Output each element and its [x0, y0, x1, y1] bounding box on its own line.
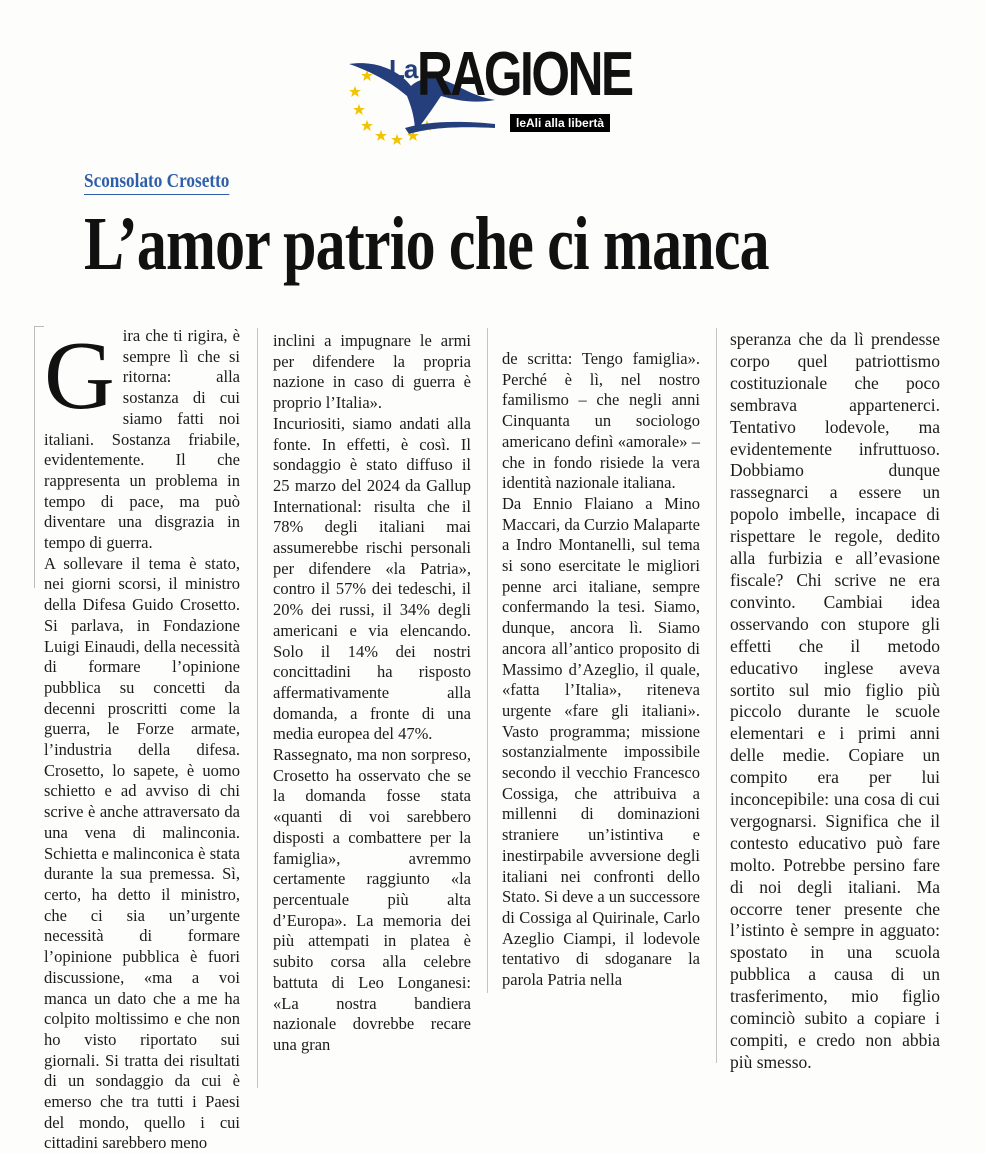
paragraph: inclini a impugnare le armi per difendere la propria nazione in caso di guerra è proprio l’Italia». — [273, 331, 471, 413]
star — [391, 134, 403, 145]
article-column-1 — [44, 322, 240, 1154]
paragraph: Da Ennio Flaiano a Mino Maccari, da Curzio Malaparte a Indro Montanelli, sul tema si sono esercitate le migliori penne arci italiane, sempre confermando la tesi. Siamo, dunque, ancora lì. Siamo ancora all’antico proposito di Massimo d’Azeglio, il quale, «fatta l’Italia», riteneva urgente «fare gli italiani». Vasto programma; missione sostanzialmente impossibile secondo il vecchio Francesco Cossiga, che attribuiva a millenni di dominazioni straniere un’istintiva e inestirpabile avversione degli italiani nei confronti dello Stato. Si deve a un successore di Cossiga al Quirinale, Carlo Azeglio Ciampi, il lodevole tentativo di sdoganare la parola Patria nella — [502, 493, 700, 990]
masthead — [345, 40, 635, 148]
star — [375, 130, 387, 141]
paragraph: Incuriositi, siamo andati alla fonte. In effetti, è così. Il sondaggio è stato diffuso il 25 marzo del 2024 da Gallup International: risulta che il 78% degli italiani mai assumerebbe rischi personali per difendere «la Patria», contro il 57% dei tedeschi, il 20% dei russi, il 34% degli americani e via elencando. Solo il 14% dei nostri concittadini ha risposto affermativamente alla domanda, a fronte di una media europea del 47%. — [273, 413, 471, 744]
paragraph: Rassegnato, ma non sorpreso, Crosetto ha osservato che se la domanda fosse stata «quanti di voi sarebbero disposti a combattere per la famiglia», avremmo certamente raggiunto «la percentuale più alta d’Europa». La memoria dei più attempati in platea è subito corsa alla celebre battuta di Leo Longanesi: «La nostra bandiera nazionale dovrebbe recare una gran — [273, 745, 471, 1054]
logo-tagline: leAli alla libertà — [510, 114, 610, 132]
column-rule — [487, 328, 488, 993]
star — [353, 104, 365, 115]
column-rule — [257, 328, 258, 1088]
column-frame-left — [34, 326, 35, 588]
paragraph: A sollevare il tema è stato, nei giorni scorsi, il ministro della Difesa Guido Crosetto. Si parlava, in Fondazione Luigi Einaudi, della necessità di formare l’opinione pubblica su concetti da decenni proscritti come la guerra, le Forze armate, l’industria della difesa. Crosetto, lo sapete, è uomo schietto e ad avviso di chi scrive è anche attraversato da una vena di malinconia. Schietta e malinconica è stata durante la sua premessa. Sì, certo, ha detto il ministro, che ci sia un’urgente necessità di formare l’opinione pubblica è fuori discussione, «ma a voi manca un dato che a me ha colpito moltissimo e che non ho visto riportato sui giornali. Si tratta dei risultati di un sondaggio da cui è emerso che tra tutti i Paesi del mondo, quello i cui cittadini sarebbero meno — [44, 553, 240, 1153]
article-column-3 — [502, 349, 700, 991]
logo-la: La — [389, 54, 418, 84]
article-column-2 — [273, 331, 471, 1056]
star — [349, 86, 361, 97]
star — [361, 120, 373, 131]
column-frame-top — [34, 326, 44, 327]
column-rule — [716, 328, 717, 1063]
article-column-4 — [730, 329, 940, 1074]
paragraph: speranza che da lì prendesse corpo quel patriottismo costituzionale che poco sembrava appartenerci. Tentativo lodevole, ma evidentemente infruttuoso. Dobbiamo dunque rassegnarci a essere un popolo imbelle, incapace di rispettare le regole, dedito alla furbizia e all’evasione fiscale? Chi scrive ne era convinto. Cambiai idea osservando con stupore gli effetti che il metodo educativo inglese aveva sortito sul mio figlio più piccolo durante le scuole elementari e i primi anni delle medie. Copiare un compito era per lui inconcepibile: una cosa di cui vergognarsi. Significa che il contesto educativo può fare molto. Potrebbe persino fare di noi degli italiani. Ma occorre tener presente che l’istinto è sempre in agguato: spostato in una scuola pubblica a causa di un trasferimento, mio figlio cominciò subito a copiare i compiti, e credo non abbia più smesso. — [730, 329, 940, 1072]
paragraph: ira che ti rigira, è sempre lì che si ritorna: alla sostanza di cui siamo fatti noi italiani. Sostanza friabile, evidentemente. Il che rappresenta un problema in tempo di pace, ma può diventare una disgrazia in tempo di guerra. — [44, 326, 240, 553]
paragraph: de scritta: Tengo famiglia». Perché è lì, nel nostro familismo – che negli anni Cinquanta un sociologo americano definì «amorale» – che in fondo risiede la vera identità nazionale italiana. — [502, 349, 700, 493]
drop-cap: G — [44, 322, 115, 430]
kicker: Sconsolato Crosetto — [84, 170, 229, 195]
logo-name: RAGIONE — [417, 40, 632, 109]
headline: L’amor patrio che ci manca — [84, 202, 769, 286]
